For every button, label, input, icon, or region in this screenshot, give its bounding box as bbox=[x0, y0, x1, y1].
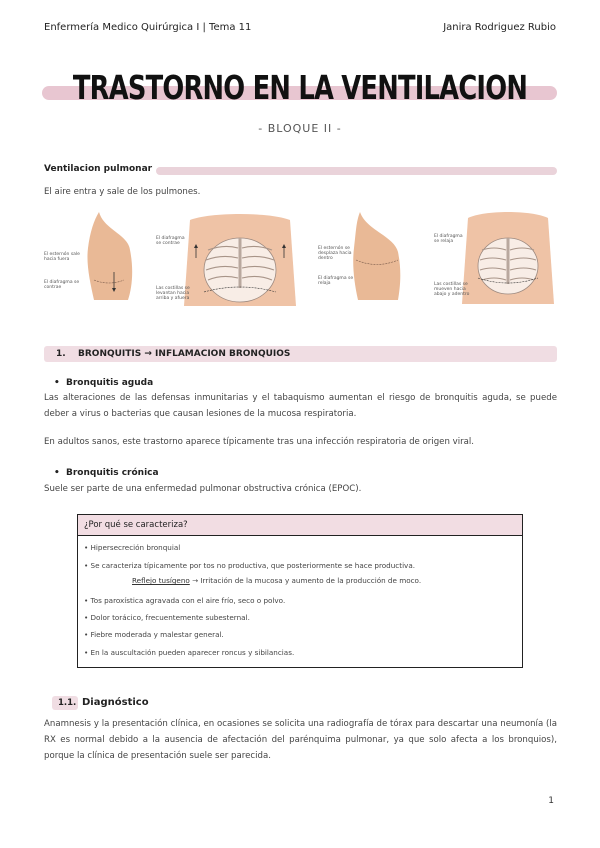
page-number: 1 bbox=[548, 796, 554, 806]
section11-number: 1.1. bbox=[58, 698, 77, 708]
header-right: Janira Rodriguez Rubio bbox=[443, 22, 556, 33]
fig4-caption-a: El diafragma se relaja bbox=[434, 234, 463, 244]
section11-title: Diagnóstico bbox=[82, 697, 149, 708]
section-highlight bbox=[156, 167, 557, 175]
aguda-paragraph-1: Las alteraciones de las defensas inmunitarias y el tabaquismo aumentan el riesgo de bronquitis aguda, se puede deber a virus o bacterias que causan lesiones de la mucosa respiratoria. bbox=[44, 393, 557, 419]
section1-heading bbox=[56, 349, 290, 359]
cronica-paragraph: Suele ser parte de una enfermedad pulmonar obstructiva crónica (EPOC). bbox=[44, 484, 362, 494]
box-title: ¿Por qué se caracteriza? bbox=[78, 515, 522, 536]
fig4-caption-b: Las costillas se mueven hacia abajo y adentro bbox=[434, 282, 470, 297]
box-item-5: • Fiebre moderada y malestar general. bbox=[84, 630, 224, 639]
aguda-heading: • Bronquitis aguda bbox=[66, 378, 153, 388]
fig3-caption-b: El diafragma se relaja bbox=[318, 276, 354, 286]
page-subtitle: - BLOQUE II - bbox=[258, 122, 342, 135]
fig2-caption-a: El diafragma se contrae bbox=[156, 236, 185, 246]
fig3-caption-a: El esternón se desplaza hacia dentro bbox=[318, 246, 352, 261]
fig1-caption-b: El diafragma se contrae bbox=[44, 280, 80, 290]
section11-heading bbox=[58, 697, 149, 708]
box-item-6: • En la auscultación pueden aparecer roncus y sibilancias. bbox=[84, 648, 295, 657]
characteristics-box bbox=[77, 514, 523, 668]
cronica-heading: • Bronquitis crónica bbox=[66, 468, 159, 478]
box-item-2: • Se caracteriza típicamente por tos no productiva, que posteriormente se hace productiva. bbox=[84, 561, 416, 570]
figure-front-exhale bbox=[460, 208, 556, 304]
box-item-1: • Hipersecreción bronquial bbox=[84, 543, 181, 552]
header-left: Enfermería Medico Quirúrgica I | Tema 11 bbox=[44, 22, 252, 33]
box-reflex-line bbox=[132, 576, 421, 585]
page-title: TRASTORNO EN LA VENTILACION bbox=[72, 68, 528, 107]
reflex-label: Reflejo tusígeno bbox=[132, 576, 190, 585]
box-item-3: • Tos paroxística agravada con el aire frío, seco o polvo. bbox=[84, 596, 286, 605]
reflex-text: → Irritación de la mucosa y aumento de la producción de moco. bbox=[192, 576, 422, 585]
box-item-4: • Dolor torácico, frecuentemente subesternal. bbox=[84, 613, 250, 622]
intro-text: El aire entra y sale de los pulmones. bbox=[44, 187, 201, 197]
fig1-caption-a: El esternón sale hacia fuera bbox=[44, 252, 80, 262]
fig2-caption-b: Las costillas se levantan hacia arriba y afuera bbox=[156, 286, 190, 301]
figure-front-inhale bbox=[180, 210, 300, 306]
section1-title: BRONQUITIS → INFLAMACION BRONQUIOS bbox=[78, 349, 291, 359]
section1-number: 1. bbox=[56, 349, 66, 359]
aguda-paragraph-2: En adultos sanos, este trastorno aparece típicamente tras una infección respiratoria de origen viral. bbox=[44, 437, 475, 447]
diagnostico-paragraph: Anamnesis y la presentación clínica, en ocasiones se solicita una radiografía de tórax para descartar una neumonía (la RX es normal debido a la ausencia de afectación del parénquima pulmonar, ya que solo afecta a los bronquios), porque la clínica de presentación suele ser parecida. bbox=[44, 719, 557, 761]
section-label: Ventilacion pulmonar bbox=[44, 164, 153, 174]
